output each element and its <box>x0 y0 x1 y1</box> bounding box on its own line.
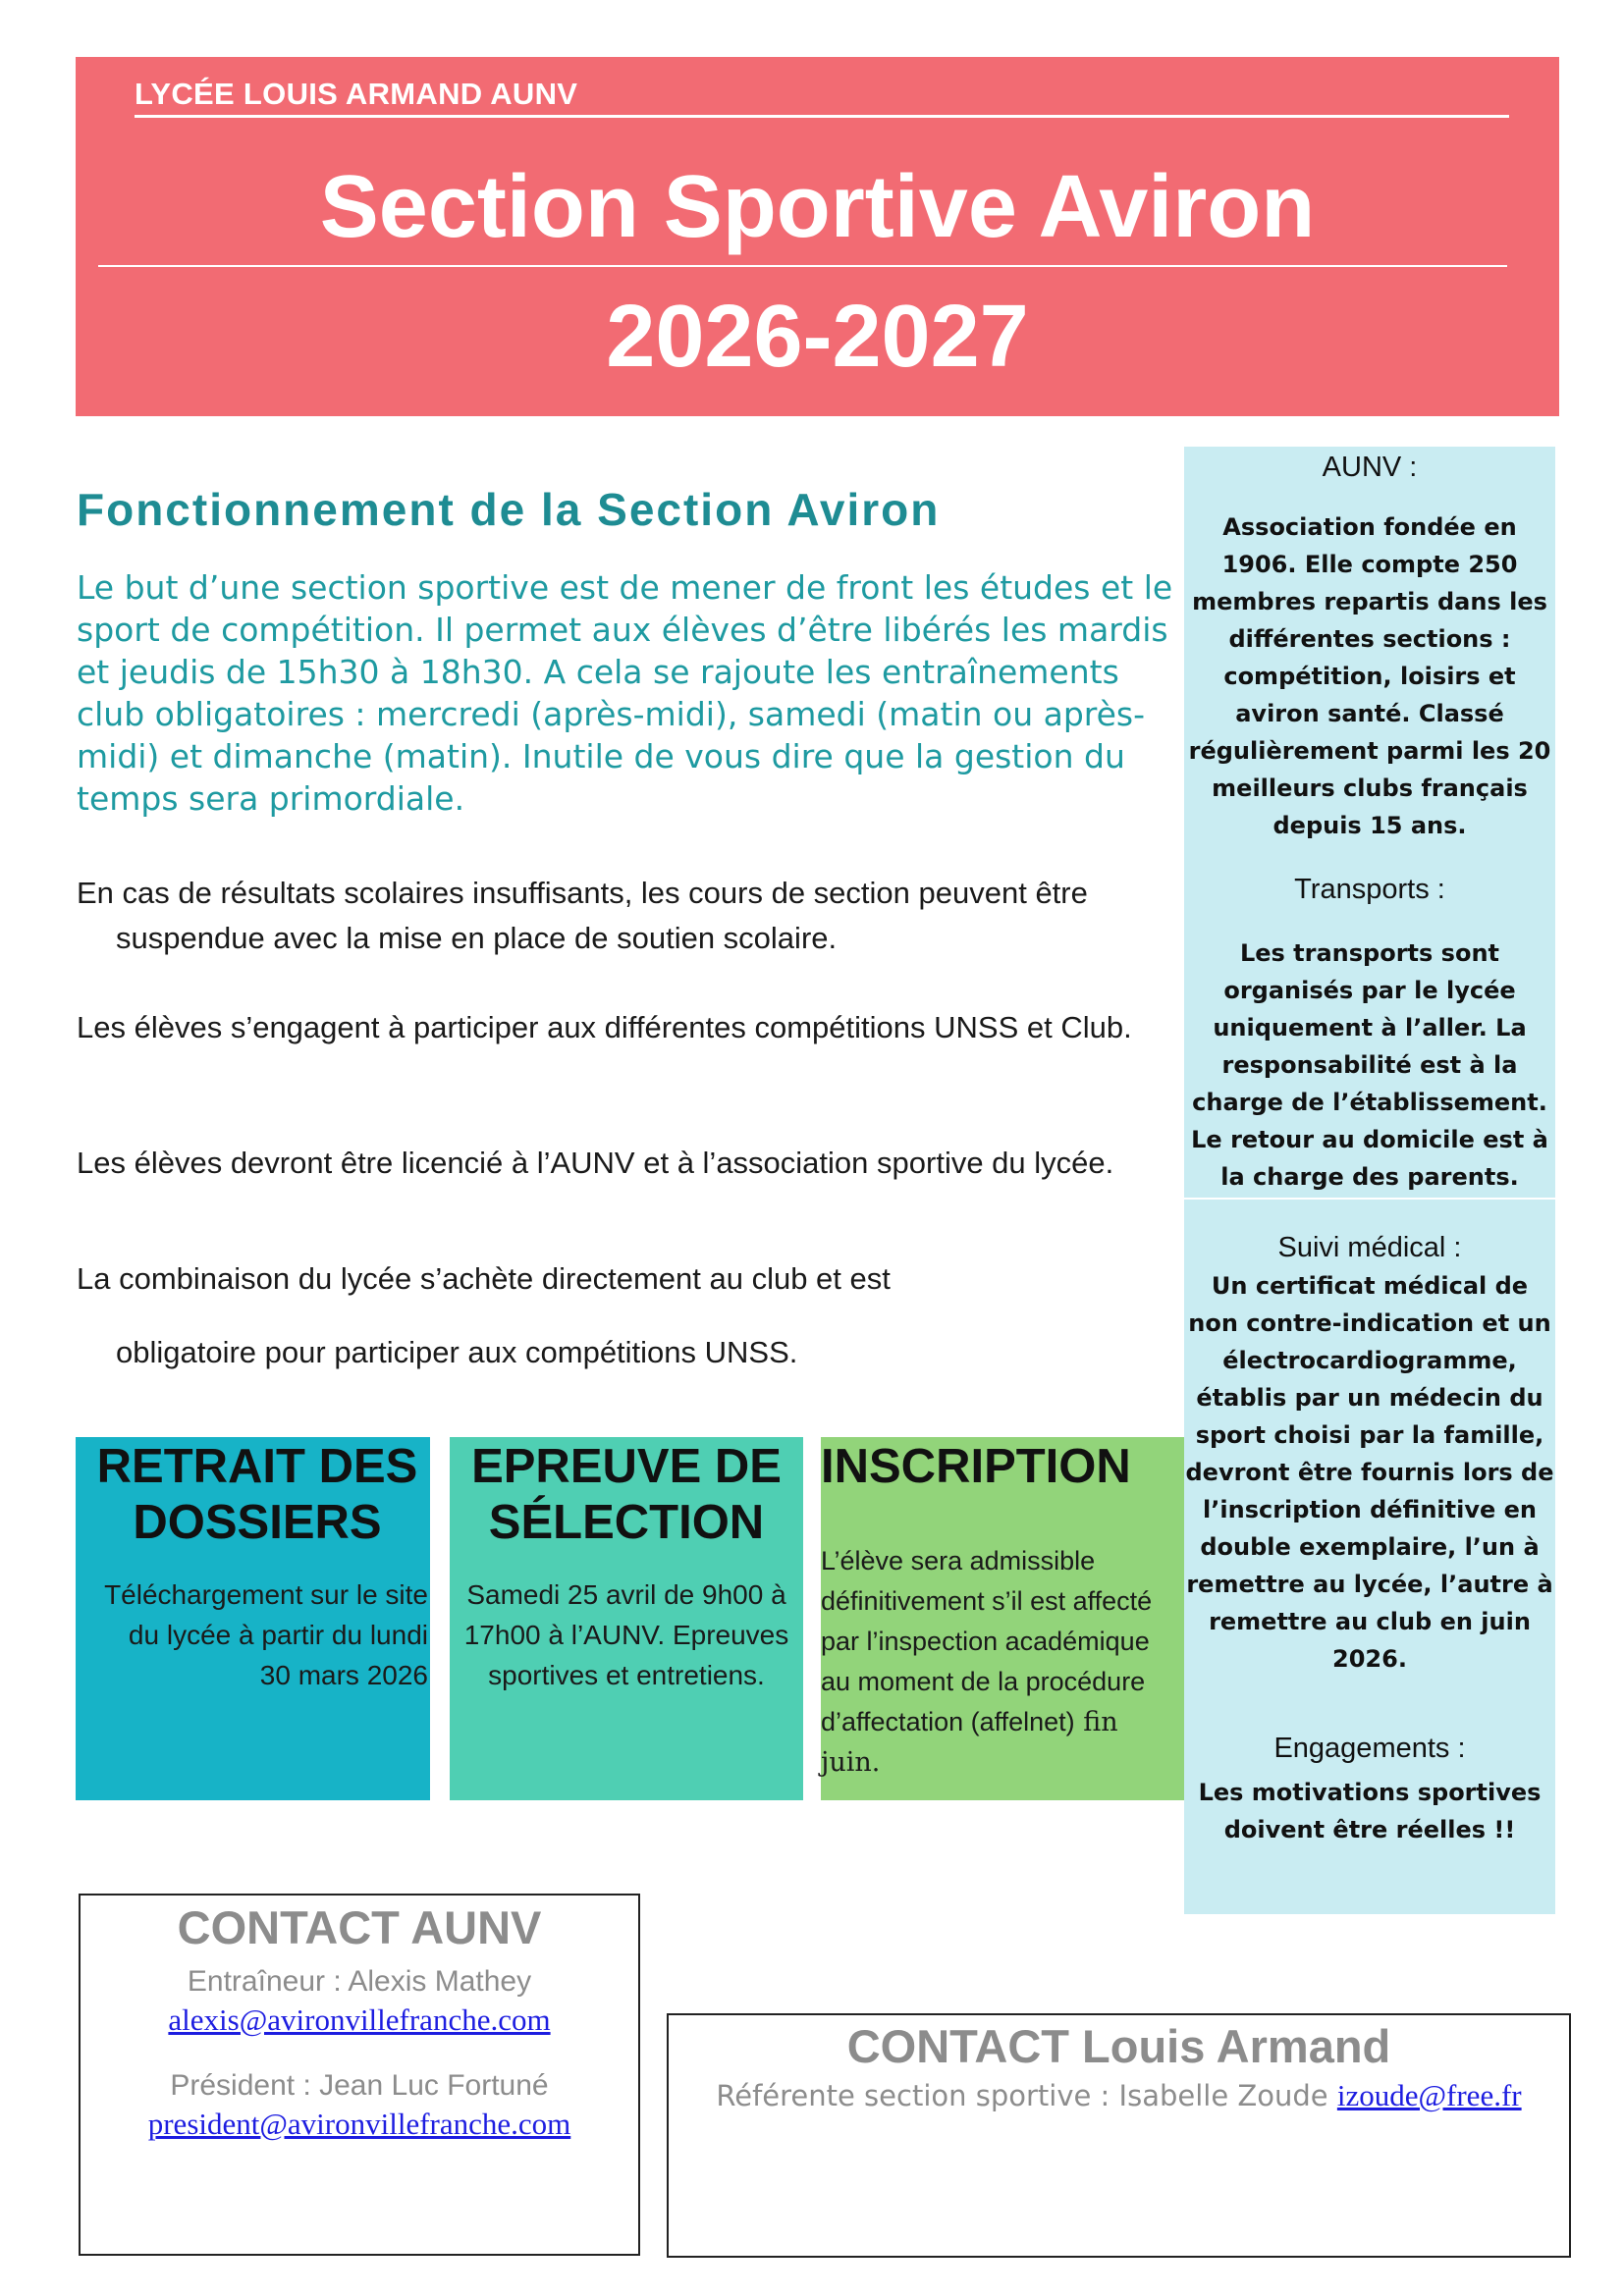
president-email-link[interactable]: president@avironvillefranche.com <box>147 2107 571 2141</box>
inscription-text-main: L’élève sera admissible définitivement s’il est affecté par l’inspection académique au moment de la procédure d’affectation (affelnet) <box>821 1546 1153 1736</box>
intro-paragraph: Le but d’une section sportive est de mener de front les études et le sport de compétition. Il permet aux élèves d’être libérés les mardis et jeudis de 15h30 à 18h30. A cela se rajoute les entraînements club obligatoires : mercredi (après-midi), samedi (matin ou après-midi) et dimanche (matin). Inutile de vous dire que la gestion du temps sera primordiale. <box>77 568 1173 818</box>
section-heading: Fonctionnement de la Section Aviron <box>77 484 941 535</box>
coach-email-row <box>79 2002 640 2038</box>
suivi-medical-body: Un certificat médical de non contre-indication et un électrocardiogramme, établis par un médecin du sport choisi par la famille, devront être fournis lors de l’inscription définitive en double exemplaire, l’un à remettre au lycée, l’autre à remettre au club en juin 2026. <box>1185 1272 1554 1673</box>
aunv-title: AUNV : <box>1322 452 1418 483</box>
referent-line <box>667 2078 1571 2113</box>
epreuve-title-line2: SÉLECTION <box>488 1496 765 1549</box>
inscription-text-tail: fin juin. <box>821 1707 1118 1778</box>
engagements-title: Engagements : <box>1273 1733 1466 1764</box>
paragraph-suit: La combinaison du lycée s’achète directement au club et est <box>77 1261 891 1296</box>
contact-lycee-title: CONTACT Louis Armand <box>846 2020 1391 2072</box>
coach-name: Entraîneur : Alexis Mathey <box>187 1965 532 1998</box>
transports-body: Les transports sont organisés par le lycée uniquement à l’aller. La responsabilité est à la charge de l’établissement. Le retour au domicile est à la charge des parents. <box>1191 939 1548 1191</box>
paragraph-competitions: Les élèves s’engagent à participer aux différentes compétitions UNSS et Club. <box>77 1010 1132 1044</box>
inscription-text <box>821 1541 1184 1783</box>
retrait-title-line2: DOSSIERS <box>133 1496 382 1549</box>
epreuve-title-line1: EPREUVE DE <box>471 1440 782 1493</box>
school-name: LYCÉE LOUIS ARMAND AUNV <box>135 77 578 111</box>
sidebar-divider <box>1184 1198 1555 1200</box>
retrait-text: Téléchargement sur le site du lycée à partir du lundi 30 mars 2026 <box>104 1579 428 1690</box>
paragraph-license: Les élèves devront être licencié à l’AUNV et à l’association sportive du lycée. <box>77 1146 1114 1180</box>
header-divider-top <box>135 115 1509 118</box>
epreuve-title <box>450 1439 803 1551</box>
retrait-title <box>85 1439 429 1551</box>
referent-name: Référente section sportive : Isabelle Zoude <box>716 2079 1328 2112</box>
epreuve-text: Samedi 25 avril de 9h00 à 17h00 à l’AUNV. Epreuves sportives et entretiens. <box>463 1579 789 1690</box>
president-email-row <box>79 2107 640 2142</box>
engagements-body: Les motivations sportives doivent être réelles !! <box>1198 1779 1542 1843</box>
header-divider-middle <box>98 265 1507 267</box>
transports-title: Transports : <box>1294 874 1445 905</box>
retrait-title-line1: RETRAIT DES <box>96 1440 418 1493</box>
inscription-title: INSCRIPTION <box>821 1440 1131 1493</box>
president-name: Président : Jean Luc Fortuné <box>170 2069 549 2102</box>
page-title: Section Sportive Aviron <box>319 158 1316 256</box>
paragraph-results: En cas de résultats scolaires insuffisants, les cours de section peuvent être suspendue avec la mise en place de soutien scolaire. <box>77 876 1088 955</box>
coach-email-link[interactable]: alexis@avironvillefranche.com <box>168 2002 551 2037</box>
school-year: 2026-2027 <box>606 288 1029 386</box>
suivi-medical-title: Suivi médical : <box>1277 1232 1462 1263</box>
referent-email-link[interactable]: izoude@free.fr <box>1336 2078 1522 2112</box>
aunv-body: Association fondée en 1906. Elle compte 250 membres repartis dans les différentes sections : compétition, loisirs et aviron santé. Classé régulièrement parmi les 20 meilleurs clubs français depuis 15 ans. <box>1188 513 1551 839</box>
contact-aunv-title: CONTACT AUNV <box>177 1901 542 1953</box>
paragraph-suit-continued: obligatoire pour participer aux compétitions UNSS. <box>116 1335 798 1369</box>
